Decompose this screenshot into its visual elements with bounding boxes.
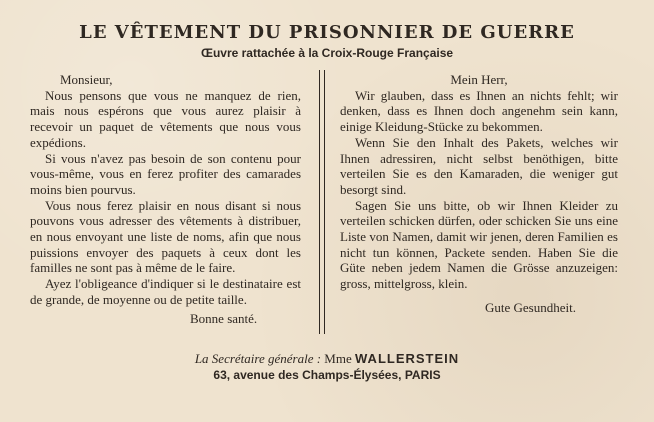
french-signoff: Bonne santé. (190, 310, 258, 326)
secretary-name: WALLERSTEIN (355, 351, 460, 366)
german-paragraph: Wenn Sie den Inhalt des Pakets, welches wir Ihnen adressiren, nicht selbst benöthigen, bitte verteilen Sie es den Kamaraden, die weniger gut besorgt sind. (340, 134, 618, 197)
secretary-honorific: Mme (324, 351, 352, 366)
organization-address: 63, avenue des Champs-Élysées, PARIS (213, 368, 441, 382)
french-paragraph: Si vous n'avez pas besoin de son contenu pour vous-même, vous en ferez profiter des camarades moins bien pourvus. (30, 150, 301, 197)
french-paragraph: Ayez l'obligeance d'indiquer si le destinataire est de grande, de moyenne ou de petite taille. (30, 276, 301, 307)
secretary-role: La Secrétaire générale : (194, 351, 322, 366)
secretary-line (0, 351, 654, 366)
german-column (340, 72, 618, 316)
french-paragraph: Vous nous ferez plaisir en nous disant si nous pouvons vous adresser des vêtements à distribuer, en nous envoyant une liste de noms, afin que nous puissions envoyer des paquets à ceux dont les familles ne sont pas à même de le faire. (30, 197, 301, 276)
column-divider (319, 70, 325, 334)
document-title: LE VÊTEMENT DU PRISONNIER DE GUERRE (79, 22, 575, 43)
german-salutation: Mein Herr, (450, 72, 508, 87)
french-column (30, 72, 301, 326)
french-paragraph: Nous pensons que vous ne manquez de rien, mais nous espérons que vous aurez plaisir à recevoir un paquet de vêtements que nous vous expédions. (30, 87, 301, 150)
document-subtitle: Œuvre rattachée à la Croix-Rouge Française (200, 46, 454, 60)
german-signoff: Gute Gesundheit. (485, 299, 576, 315)
french-salutation: Monsieur, (60, 72, 113, 87)
german-paragraph: Wir glauben, dass es Ihnen an nichts fehlt; wir denken, dass es Ihnen doch angenehm sein kann, einige Kleidung-Stücke zu bekommen. (340, 87, 618, 135)
german-paragraph: Sagen Sie uns bitte, ob wir Ihnen Kleider zu verteilen schicken dürfen, oder schicken Sie uns eine Liste von Namen, damit wir jenen, deren Familien es nicht tun können, Packete senden. Haben Sie die Güte neben jedem Namen die Grösse anzuzeigen: gross, mittelgross, klein. (340, 197, 618, 292)
